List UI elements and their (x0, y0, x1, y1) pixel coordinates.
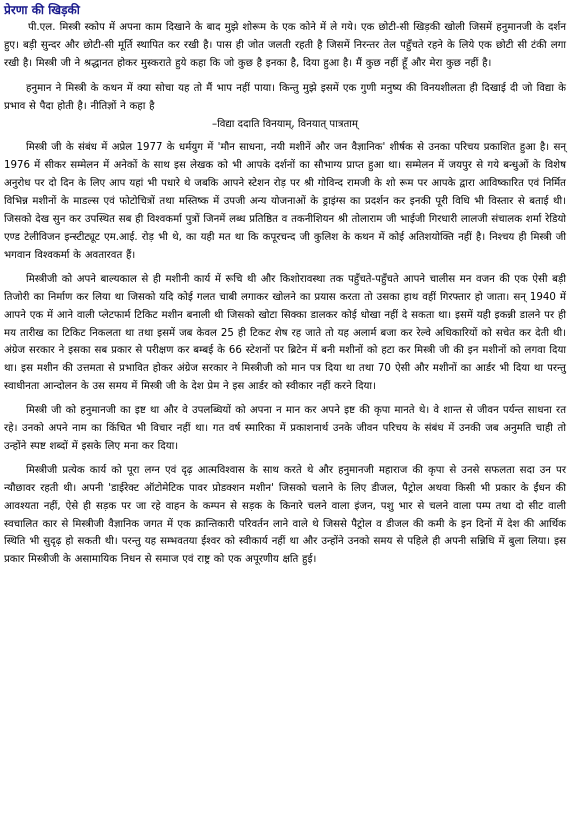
paragraph-2: हनुमान ने मिस्त्री के कथन में क्या सोचा यह तो मैं भाप नहीं पाया। किन्तु मुझे इसमें एक गुणी मनुष्य की विनयशीलता ही दिखाई दी जो विद्या के प्रभाव से पैदा होती है। नीतिज्ञों ने कहा है (4, 82, 566, 112)
paragraph-6: मिस्त्रीजी प्रत्येक कार्य को पूरा लग्न एवं दृढ़ आत्मविश्वास के साथ करते थे और हनुमानजी महाराज की कृपा से उनसे सफलता सदा उन पर न्यौछावर रहती थी। अपनी 'डाईरेक्ट ऑटोमेटिक पावर प्रोडक्शन मशीन' जिसको चलाने के लिए डीजल, पैट्रोल अथवा किसी भी प्रकार के ईंधन की आवश्यता नहीं, ऐसे ही सड़क पर जा रहे वाहन के कम्पन से सड़क के किनारे चलने वाला इंजन, पशु भार से चलने वाला पम्प तथा दो सीट वाली स्वचालित कार से मिस्त्रीजी वैज्ञानिक जगत में एक क्रान्तिकारी परिवर्तन लाने वाले थे जिससे पैट्रोल व डीजल की कमी के इन दिनों में देश की आर्थिक स्थिति भी सुदृढ़ हो सकती थी। परन्तु यह सम्भवतया ईश्वर को स्वीकार्य नहीं था और उन्होंने उनको समय से पहिले ही अपनी सन्निधि में बुला लिया। इस प्रकार मिस्त्रीजी के असामायिक निधन से समाज एवं राष्ट्र को एक अपूरणीय क्षति हुई। (4, 464, 566, 566)
paragraph-1: पी.एल. मिस्त्री स्कोप में अपना काम दिखाने के बाद मुझे शोरूम के एक कोने में ले गये। एक छोटी-सी खिड़की खोली जिसमें हनुमानजी के दर्शन हुए। बड़ी सुन्दर और छोटी-सी मूर्ति स्थापित कर रखी है। पास ही जोत जलती रहती है जिसमें निरन्तर तेल पहुँचते रहने के लिये एक छोटी सी टंकी लगा रखी है। मिस्त्री जी ने श्रद्धानत होकर मुस्कराते हुये कहा कि जो कुछ है इनका है, दिया हुआ है। मैं कुछ नहीं हूँ और मेरा कुछ नहीं है। (4, 22, 566, 69)
paragraph-5: मिस्त्री जी को हनुमानजी का इष्ट था और वे उपलब्धियों को अपना न मान कर अपने इष्ट की कृपा मानते थे। वे शान्त से जीवन पर्यन्त साधना रत रहे। उनको अपने नाम का किंचित भी विचार नहीं था। गत वर्ष स्मारिका में प्रकाशनार्थ उनके जीवन परिचय के संबंध में उनकी जब अनुमति चाही तो उन्होंने स्पष्ट शब्दों में इसके लिए मना कर दिया। (4, 405, 566, 452)
paragraph-3: मिस्त्री जी के संबंध में अप्रेल 1977 के धर्मयुग में 'मौन साधना, नयी मशीनें और जन वैज्ञानिक' शीर्षक से उनका परिचय प्रकाशित हुआ है। सन् 1976 में सीकर सम्मेलन में अनेकों के साथ इस लेखक को भी आपके दर्शनों का सौभाग्य प्राप्त हुआ था। सम्मेलन में जयपुर से गये बन्धुओं के विशेष अनुरोध पर दो दिन के लिए आप यहां भी पधारे थे जबकि आपने स्टेशन रोड़ पर श्री गोविन्द रामजी के शो रूम पर आपके द्वारा आविष्कारित एवं निर्मित विभिन्न मशीनों के माडल्स एवं फोटोचित्रों तथा मस्तिष्क में उपजी अन्य योजनाओं के ड्राइंग्स का प्रदर्शन कर इनकी पूरी विधि भी विस्तार से बताई थी। जिसको देख सुन कर उपस्थित सब ही विश्वकर्मा पुत्रों जिनमें लब्ध प्रतिष्ठित व तकनीशियन श्री तोलाराम जी भाईजी गिरधारी लालजी संचालक शर्मा रेडियो एण्ड टेलीविजन इन्स्टीट्यूट एम.आई. रोड़ भी थे, का यही मत था कि कपूरचन्द जी कुलिश के कथन में कोई अतिशयोक्ति नहीं है। निश्चय ही मिस्त्री जी भगवान विश्वकर्मा के अवतारवत हैं। (4, 142, 566, 261)
paragraph-4: मिस्त्रीजी को अपने बाल्यकाल से ही मशीनी कार्य में रूचि थी और किशोरावस्था तक पहुँचते-पहुँचते आपने चालीस मन वजन की एक ऐसी बड़ी तिजोरी का निर्माण कर लिया था जिसको यदि कोई गलत चाबी लगाकर खोलने का प्रयास करता तो उसका हाथ वहीं गिरफ्तार हो जाता। सन् 1940 में आपने एक में आने वाली प्लेटफार्म टिकिट मशीन बनाली थी जिसको खोटा सिक्का डालकर कोई धोखा नहीं दे सकता था। इसमें यही इकन्नी डालने पर ही मय तारीख का टिकिट निकलता था तथा इसमें जब केवल 25 ही टिकट शेष रह जाते तो यह अलार्म बजा कर रेल्वे अधिकारियों को सचेत कर देती थी। अंग्रेज सरकार ने इसका सब प्रकार से परीक्षण कर बम्बई के 66 स्टेशनों पर ब्रिटेन में बनी मशीनों को हटा कर मिस्त्री जी की इन मशीनों को लगवा दिया था। इस मशीन की उत्तमता से प्रभावित होकर अंग्रेज सरकार ने मिस्त्रीजी को मान पत्र दिया था तथा 70 ऐसी और मशीनों का आर्डर भी दिया था परन्तु स्वाधीनता आन्दोलन के उस समय में मिस्त्री जी के देश प्रेम ने इस आर्डर को स्वीकार नहीं करने दिया। (4, 273, 566, 393)
sanskrit-quote: –विद्या ददाति विनयाम्, विनयात् पात्रताम् (211, 118, 359, 130)
document-title: प्रेरणा की खिड़की (4, 3, 80, 17)
